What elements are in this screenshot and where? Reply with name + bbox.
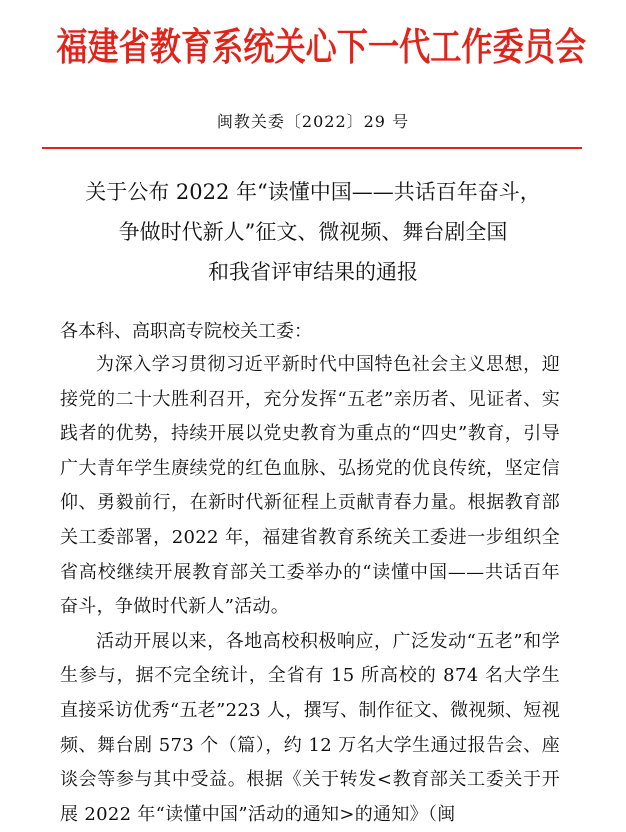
title-line: 和我省评审结果的通报 [208, 260, 418, 284]
red-divider-line [42, 147, 582, 149]
notice-title [0, 172, 626, 292]
body-paragraph: 为深入学习贯彻习近平新时代中国特色社会主义思想，迎接党的二十大胜利召开，充分发挥“五老”亲历者、见证者、实践者的优势，持续开展以党史教育为重点的“四史”教育，引导广大青年学生赓续党的红色血脉、弘扬党的优良传统，坚定信仰、勇毅前行，在新时代新征程上贡献青春力量。根据教育部关工委部署，2022 年，福建省教育系统关工委进一步组织全省高校继续开展教育部关工委举办的“读懂中国——共话百年奋斗，争做时代新人”活动。 [60, 354, 560, 618]
masthead-title: 福建省教育系统关心下一代工作委员会 [56, 25, 587, 69]
title-line: 争做时代新人”征文、微视频、舞台剧全国 [118, 220, 508, 244]
title-line: 关于公布 2022 年“读懂中国——共话百年奋斗， [85, 180, 541, 204]
body-paragraph: 活动开展以来，各地高校积极响应，广泛发动“五老”和学生参与，据不完全统计，全省有 15 所高校的 874 名大学生直接采访优秀“五老”223 人，撰写、制作征文、微视频、短视频、舞台剧 573 个（篇），约 12 万名大学生通过报告会、座谈会等参与其中受益。根据《关于转发<教育部关工委关于开展 2022 年“读懂中国”活动的通知>的通知》（闽 [60, 630, 560, 825]
salutation: 各本科、高职高专院校关工委： [60, 321, 312, 342]
body-text [60, 348, 560, 832]
document-number: 闽教关委〔2022〕29 号 [216, 112, 410, 131]
